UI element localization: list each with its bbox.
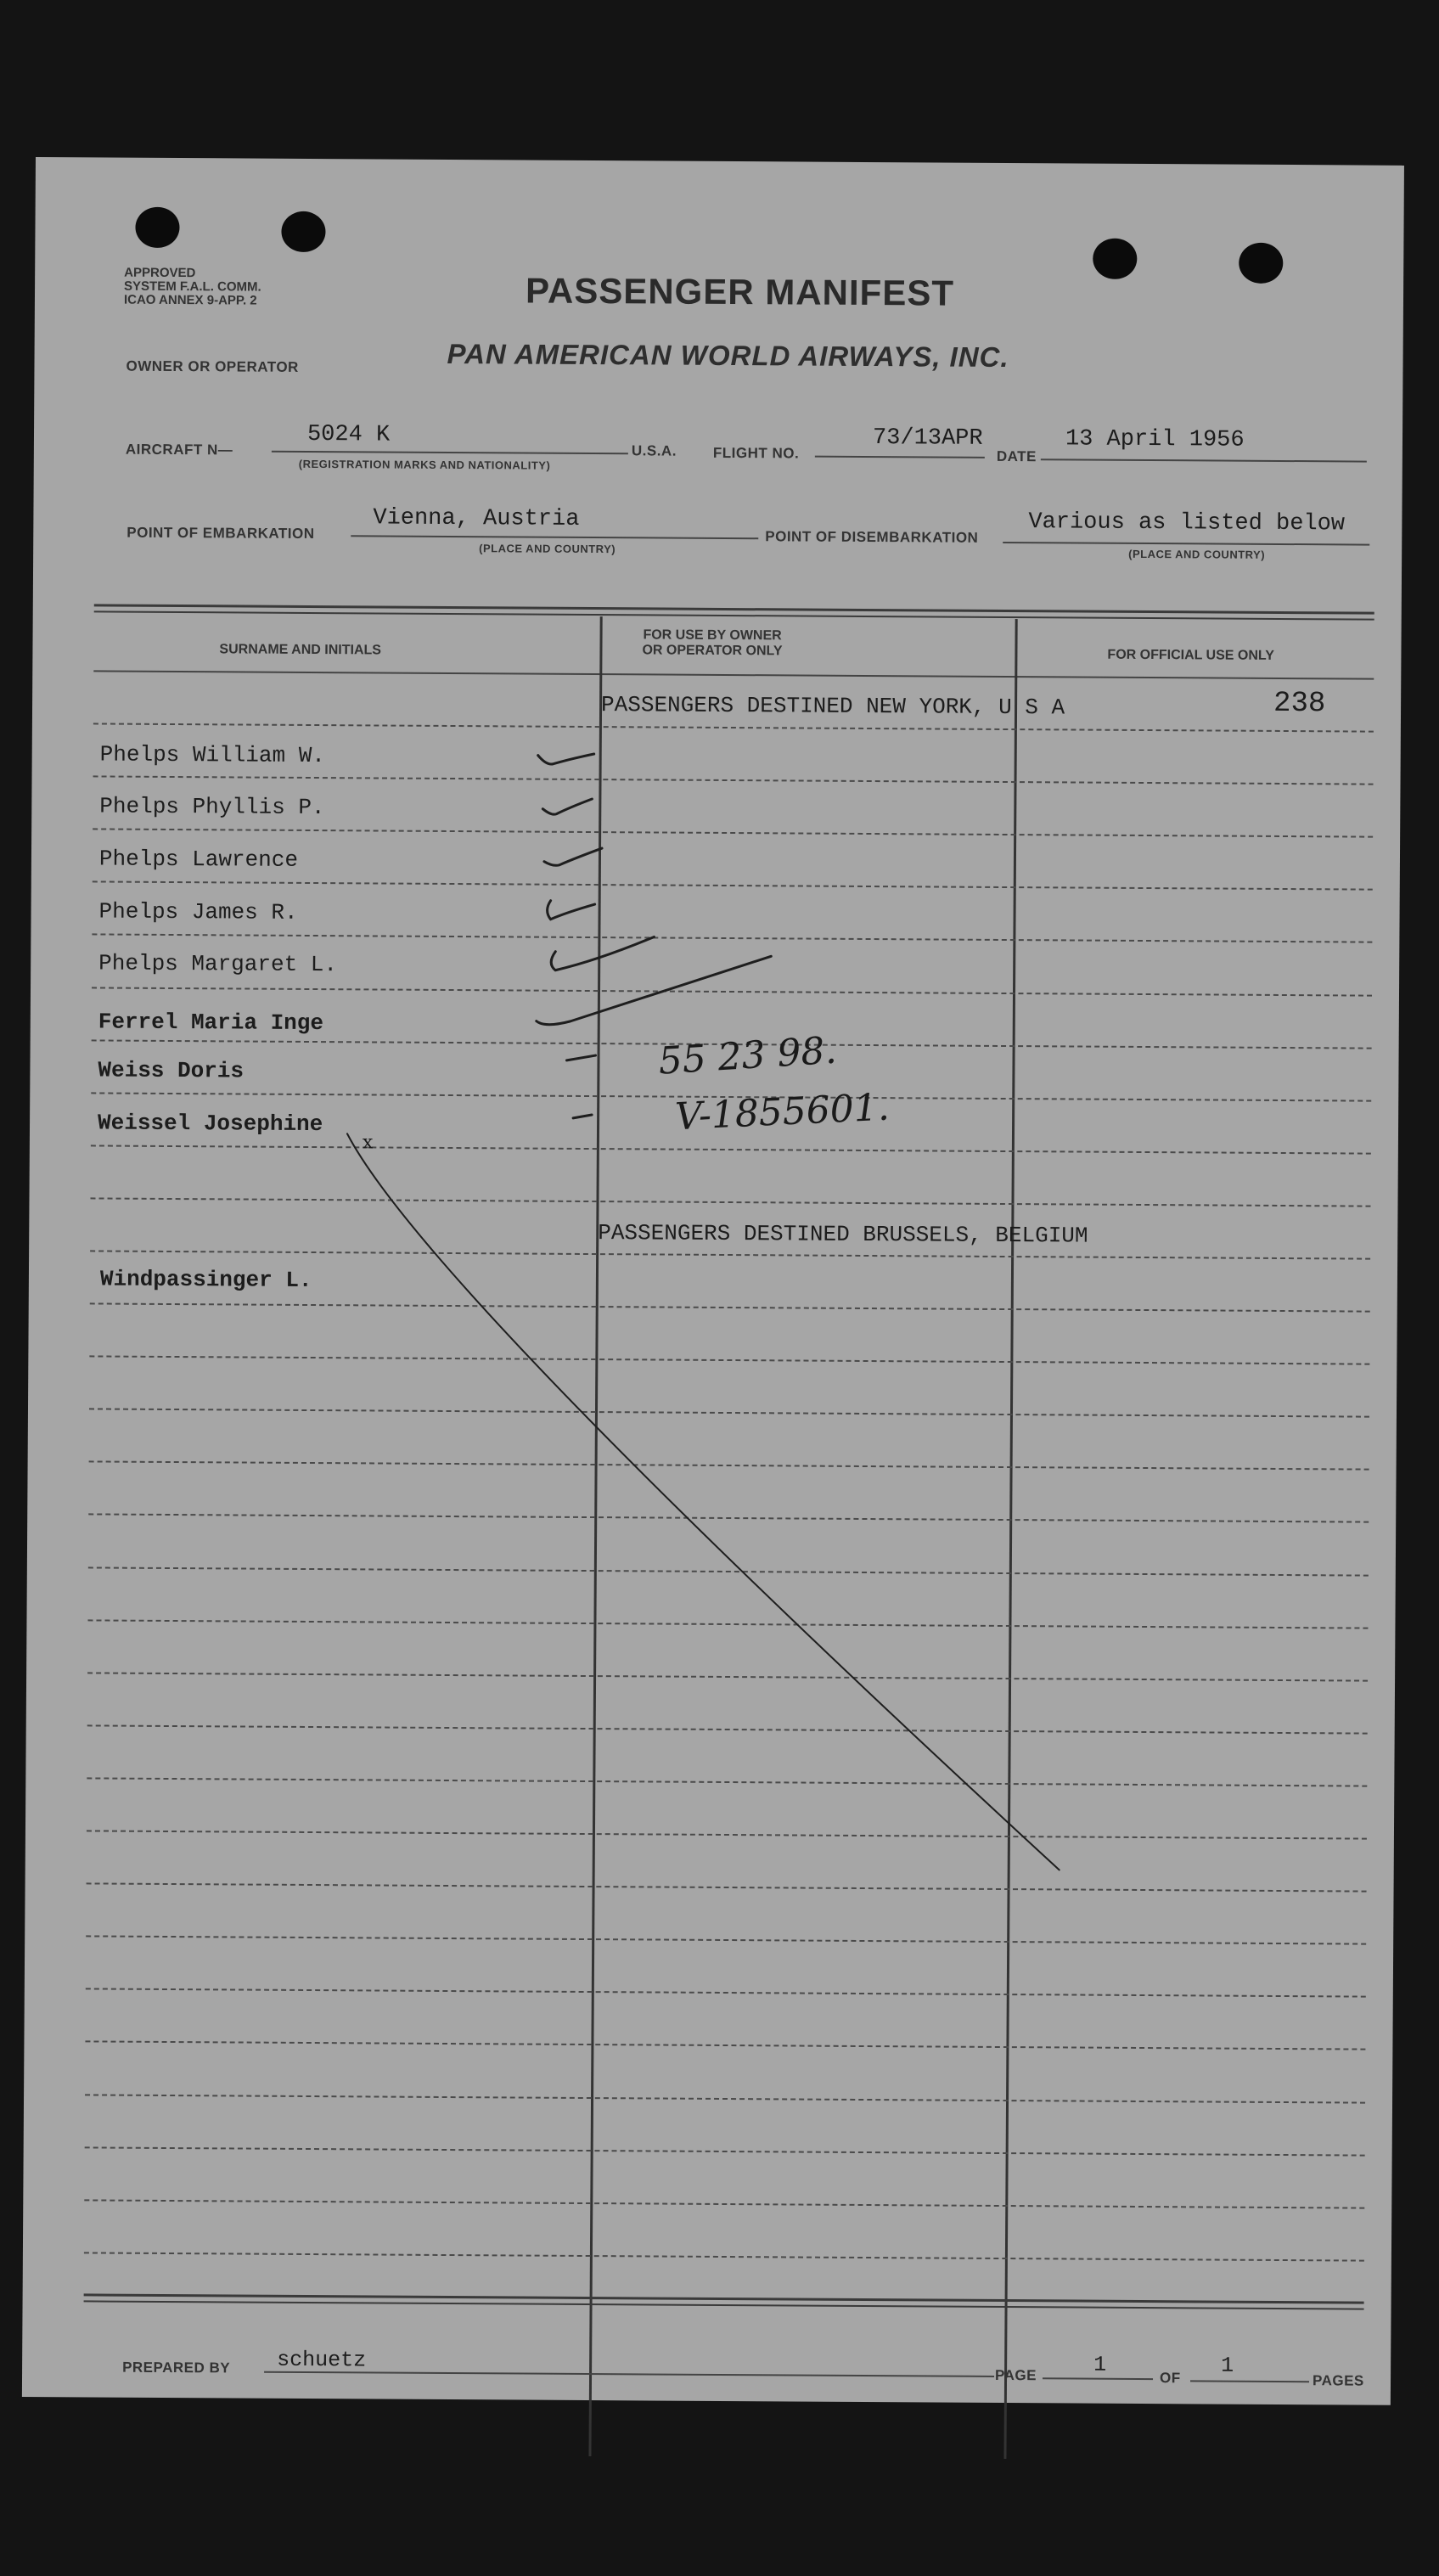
- passenger-name: Phelps Phyllis P.: [99, 793, 325, 821]
- manifest-sheet: [22, 157, 1404, 2405]
- page-value: 1: [1093, 2352, 1107, 2377]
- approval-line: APPROVED: [124, 265, 196, 281]
- column-header-owner-use: FOR USE BY OWNER OR OPERATOR ONLY: [642, 627, 783, 659]
- registration-caption: (REGISTRATION MARKS AND NATIONALITY): [298, 457, 551, 472]
- approval-line: ICAO ANNEX 9-APP. 2: [123, 292, 257, 308]
- check-mark: [548, 901, 595, 920]
- passenger-name: Weissel Josephine: [97, 1110, 323, 1138]
- date-value: 13 April 1956: [1065, 426, 1245, 453]
- passenger-name: Phelps William W.: [99, 741, 326, 769]
- embark-label: POINT OF EMBARKATION: [126, 524, 315, 543]
- check-mark: [542, 799, 592, 815]
- usa-label: U.S.A.: [631, 442, 677, 459]
- column-header-surname: SURNAME AND INITIALS: [219, 642, 382, 658]
- check-mark: [544, 848, 602, 866]
- page-label: PAGE: [995, 2366, 1037, 2384]
- of-label: OF: [1159, 2370, 1181, 2387]
- aircraft-label: AIRCRAFT N—: [125, 441, 233, 458]
- pages-label: PAGES: [1312, 2372, 1364, 2389]
- passenger-name: Ferrel Maria Inge: [98, 1009, 324, 1037]
- passenger-name: Windpassinger L.: [99, 1266, 312, 1294]
- of-value: 1: [1221, 2353, 1234, 2378]
- date-label: DATE: [996, 447, 1037, 465]
- dash-mark: [567, 1055, 596, 1060]
- dash-mark: [573, 1115, 592, 1118]
- embark-caption: (PLACE AND COUNTRY): [479, 542, 616, 556]
- flight-label: FLIGHT NO.: [712, 444, 800, 462]
- column-header-official: FOR OFFICIAL USE ONLY: [1107, 647, 1274, 663]
- passenger-name: Weiss Doris: [98, 1057, 245, 1084]
- flight-value: 73/13APR: [872, 425, 983, 452]
- check-mark: [538, 754, 594, 765]
- passenger-name: Phelps James R.: [98, 898, 298, 925]
- disembark-value: Various as listed below: [1028, 509, 1346, 537]
- aircraft-value: 5024 K: [306, 421, 391, 448]
- prepared-value: schuetz: [277, 2347, 367, 2373]
- embark-value: Vienna, Austria: [373, 505, 580, 532]
- handwritten-note: V-1855601.: [674, 1085, 891, 1139]
- owner-label: OWNER OR OPERATOR: [126, 357, 299, 375]
- approval-line: SYSTEM F.A.L. COMM.: [124, 278, 261, 295]
- section-heading-new-york: PASSENGERS DESTINED NEW YORK, U S A: [600, 692, 1065, 721]
- airline-name: PAN AMERICAN WORLD AIRWAYS, INC.: [447, 337, 1009, 374]
- form-title: PASSENGER MANIFEST: [525, 270, 955, 313]
- section-heading-brussels: PASSENGERS DESTINED BRUSSELS, BELGIUM: [598, 1220, 1088, 1249]
- passenger-name: Phelps Margaret L.: [98, 950, 338, 978]
- handwritten-mark: x: [362, 1132, 374, 1154]
- official-number: 238: [1273, 687, 1326, 721]
- diagonal-line: [343, 1133, 1064, 1870]
- passenger-name: Phelps Lawrence: [98, 846, 299, 873]
- handwritten-note: 55 23 98.: [657, 1028, 838, 1083]
- disembark-caption: (PLACE AND COUNTRY): [1128, 547, 1266, 561]
- pencil-marks: [22, 157, 1404, 2405]
- prepared-label: PREPARED BY: [122, 2359, 231, 2376]
- disembark-label: POINT OF DISEMBARKATION: [765, 528, 979, 546]
- check-mark: [551, 936, 654, 971]
